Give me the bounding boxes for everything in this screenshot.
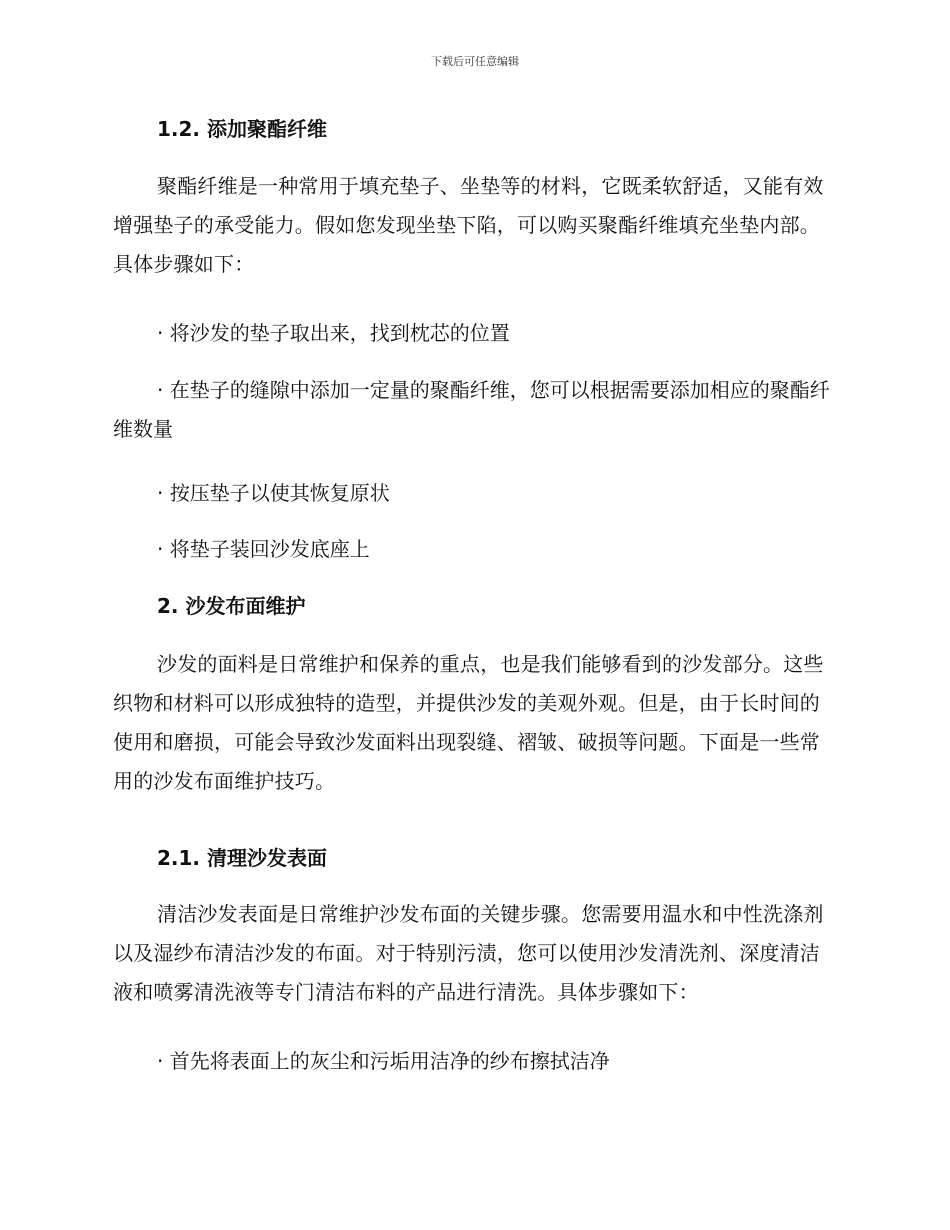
list-item: · 按压垫子以使其恢复原状 <box>157 481 390 505</box>
list-item: · 将垫子装回沙发底座上 <box>157 537 370 561</box>
section-heading-1-2: 1.2. 添加聚酯纤维 <box>157 117 327 141</box>
section-heading-2: 2. 沙发布面维护 <box>157 594 306 618</box>
list-item: · 首先将表面上的灰尘和污垢用洁净的纱布擦拭洁净 <box>157 1049 610 1073</box>
list-item: · 在垫子的缝隙中添加一定量的聚酯纤维，您可以根据需要添加相应的聚酯纤维数量 <box>113 378 830 441</box>
paragraph-1-2: 聚酯纤维是一种常用于填充垫子、坐垫等的材料，它既柔软舒适，又能有效增强垫子的承受能力。假如您发现坐垫下陷，可以购买聚酯纤维填充坐垫内部。具体步骤如下： <box>113 174 824 276</box>
paragraph-2-1: 清洁沙发表面是日常维护沙发布面的关键步骤。您需要用温水和中性洗涤剂以及湿纱布清洁沙发的布面。对于特别污渍，您可以使用沙发清洗剂、深度清洁液和喷雾清洗液等专门清洁布料的产品进行清洗。具体步骤如下： <box>113 902 824 1004</box>
list-item: · 将沙发的垫子取出来，找到枕芯的位置 <box>157 321 510 345</box>
page-header: 下载后可任意编辑 <box>431 55 519 68</box>
section-heading-2-1: 2.1. 清理沙发表面 <box>157 846 327 870</box>
paragraph-2: 沙发的面料是日常维护和保养的重点，也是我们能够看到的沙发部分。这些织物和材料可以形成独特的造型，并提供沙发的美观外观。但是，由于长时间的使用和磨损，可能会导致沙发面料出现裂缝、褶皱、破损等问题。下面是一些常用的沙发布面维护技巧。 <box>113 652 824 793</box>
